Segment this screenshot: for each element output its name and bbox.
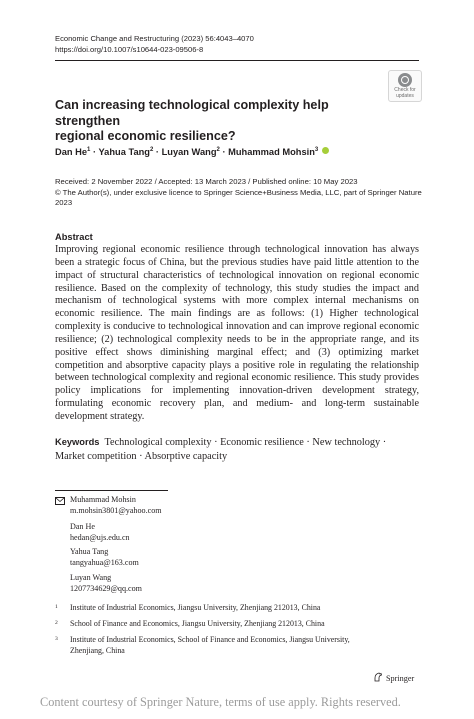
keywords-heading: Keywords bbox=[55, 437, 100, 447]
header-divider bbox=[55, 60, 419, 61]
author-affiliation-ref: 1 bbox=[87, 147, 91, 153]
check-for-updates-icon bbox=[398, 73, 412, 87]
courtesy-watermark: Content courtesy of Springer Nature, terms of use apply. Rights reserved. bbox=[40, 695, 401, 709]
publication-history bbox=[55, 177, 435, 209]
dates-line: Received: 2 November 2022 / Accepted: 13 March 2023 / Published online: 10 May 2023 bbox=[55, 177, 358, 186]
check-for-updates-badge[interactable] bbox=[388, 70, 422, 102]
envelope-icon bbox=[55, 497, 65, 505]
keywords bbox=[55, 436, 419, 463]
publisher-name: Springer bbox=[386, 674, 415, 683]
badge-label-1: Check for bbox=[394, 87, 416, 93]
contact-name: Dan He bbox=[70, 522, 95, 531]
affiliation-number: 2 bbox=[55, 620, 58, 626]
affiliation-number: 1 bbox=[55, 604, 58, 610]
contact-block bbox=[70, 547, 139, 568]
contact-email[interactable]: 1207734629@qq.com bbox=[70, 583, 142, 593]
abstract-body: Improving regional economic resilience through technological innovation has always been a strategic focus of China, but the previous studies have paid little attention to the impact of structural characteristics of technological innovation on regional economic resilience. Based on the complexity of technology, this study studies the impact and mechanism of technological systems with more complex internal mechanisms on economic resilience. The main findings are as follows: (1) Higher technological complexity is conducive to technological innovation and can improve regional economic resilience; (2) technological complexity needs to be in the appropriate range, and its positive effect shows diminishing marginal effect; and (3) optimizing market competition and absorptive capacity plays a positive role in regulating the relationship between technological complexity and regional economic resilience. This study provides policy implications for implementing innovation-driven development strategy, formulating economic recovery plan, and medium- and long-term sustainable development strategy. bbox=[55, 244, 419, 422]
author-name[interactable]: Yahua Tang bbox=[98, 147, 150, 158]
journal-citation: Economic Change and Restructuring (2023) 56:4043–4070 bbox=[55, 34, 254, 43]
contact-block bbox=[70, 495, 162, 516]
copyright-year: 2023 bbox=[55, 198, 73, 208]
springer-horse-icon bbox=[373, 672, 383, 684]
author-name[interactable]: Dan He bbox=[55, 147, 88, 158]
contact-email[interactable]: hedan@ujs.edu.cn bbox=[70, 532, 130, 542]
author-list: Dan $He^1$ · Yahua Tang$^2$ · Luyan Wang$^2$ · Muhammad Mohsin$^3$ bbox=[55, 147, 329, 157]
doi-link[interactable]: https://doi.org/10.1007/s10644-023-09506-8 bbox=[55, 44, 204, 54]
contact-name: Luyan Wang bbox=[70, 573, 112, 582]
affiliation-text-line-1: Institute of Industrial Economics, School of Finance and Economics, Jiangsu University, bbox=[70, 635, 350, 644]
contact-block bbox=[70, 522, 130, 543]
author-affiliation-ref: 3 bbox=[314, 147, 319, 153]
contact-email[interactable]: tangyahua@163.com bbox=[70, 557, 139, 567]
title-line-2: regional economic resilience? bbox=[55, 129, 236, 143]
author-name[interactable]: Muhammad Mohsin bbox=[228, 147, 315, 158]
footnote-divider bbox=[55, 490, 168, 491]
affiliation-text-line-2: Zhenjiang, China bbox=[70, 645, 125, 655]
keywords-line-2: Market competition · Absorptive capacity bbox=[55, 450, 228, 462]
running-header bbox=[55, 34, 254, 55]
article-title bbox=[55, 98, 385, 145]
abstract-heading: Abstract bbox=[55, 232, 93, 242]
author-affiliation-ref: 2 bbox=[149, 147, 154, 153]
affiliation-number: 3 bbox=[55, 636, 58, 642]
publisher-logo bbox=[373, 672, 414, 684]
contact-block bbox=[70, 573, 142, 594]
orcid-icon[interactable] bbox=[322, 147, 329, 154]
affiliation-text: School of Finance and Economics, Jiangsu University, Zhenjiang 212013, China bbox=[70, 619, 325, 628]
copyright-line: © The Author(s), under exclusive licence to Springer Science+Business Media, LLC, part of Springer Nature bbox=[55, 187, 422, 197]
author-name[interactable]: Luyan Wang bbox=[161, 147, 217, 158]
badge-label-2: updates bbox=[396, 92, 414, 99]
affiliation-text: Institute of Industrial Economics, Jiangsu University, Zhenjiang 212013, China bbox=[70, 603, 321, 612]
title-line-1: Can increasing technological complexity help strengthen bbox=[55, 98, 329, 128]
author-affiliation-ref: 2 bbox=[216, 147, 220, 153]
keywords-line-1: Technological complexity · Economic resilience · New technology · bbox=[104, 437, 387, 448]
contact-email[interactable]: m.mohsin3801@yahoo.com bbox=[70, 505, 162, 515]
contact-name: Yahua Tang bbox=[70, 547, 109, 556]
contact-name: Muhammad Mohsin bbox=[70, 495, 136, 504]
